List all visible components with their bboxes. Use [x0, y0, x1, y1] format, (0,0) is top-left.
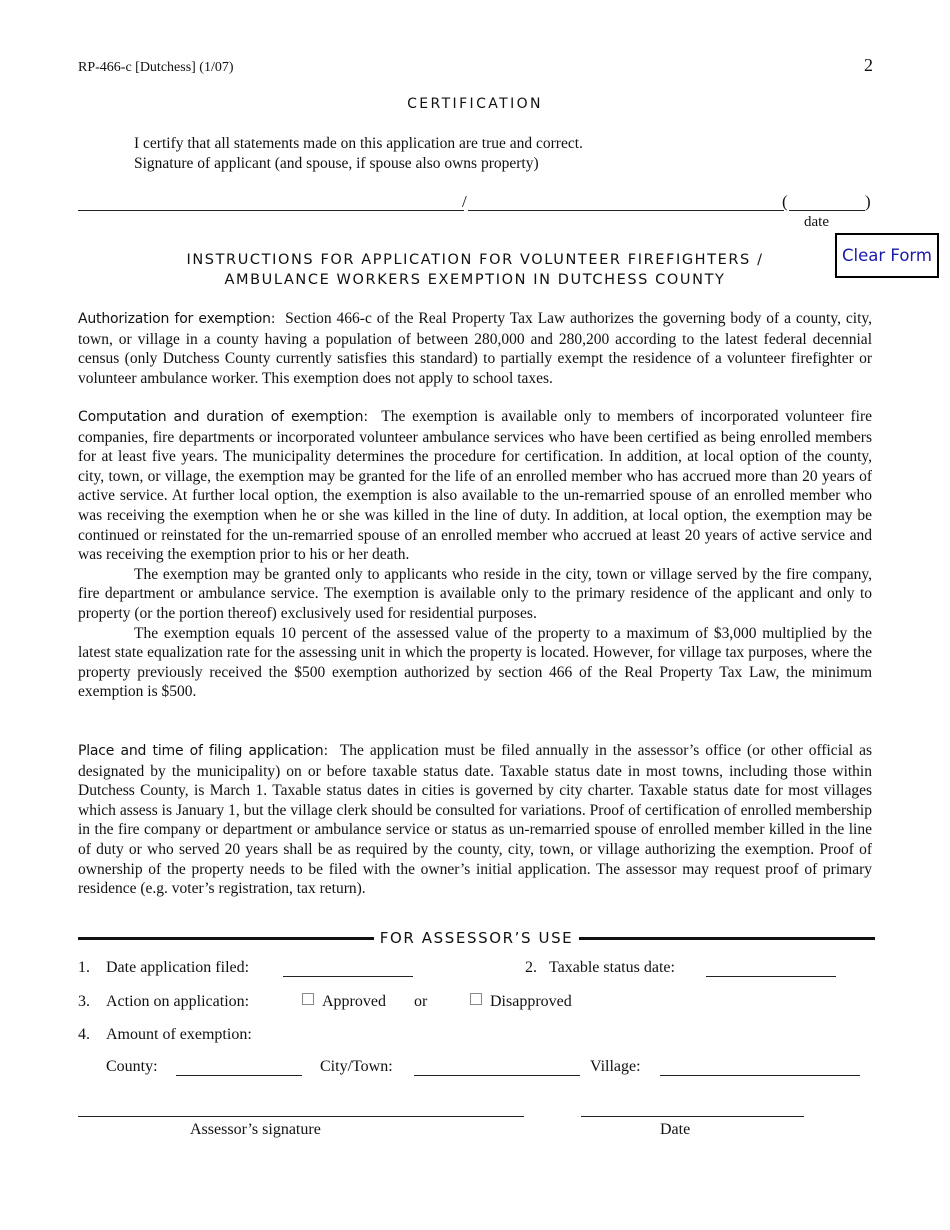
- amount-label: Amount of exemption:: [106, 1026, 252, 1043]
- date-filed-label: Date application filed:: [106, 959, 250, 976]
- date-close-paren: ): [865, 192, 871, 211]
- approved-option[interactable]: [302, 992, 386, 1012]
- village-label: Village:: [590, 1058, 641, 1075]
- instructions-title-line-2: AMBULANCE WORKERS EXEMPTION IN DUTCHESS COUNTY: [224, 272, 726, 288]
- disapproved-label: Disapproved: [490, 993, 572, 1010]
- certification-text: [134, 134, 583, 173]
- date-label: date: [804, 214, 829, 230]
- computation-heading: Computation and duration of exemption:: [78, 409, 368, 425]
- or-label: or: [414, 993, 428, 1010]
- divider-rule-left: [78, 937, 374, 940]
- authorization-text: Section 466-c of the Real Property Tax Law authorizes the governing body of a county, city, town, or village in a county having a population of between 280,000 and 280,200 according to the latest federal decennial census (only Dutchess County currently satisfies this standard) to partially exempt the residence of a volunteer firefighter or volunteer ambulance worker. This exemption does not apply to school taxes.: [78, 310, 872, 387]
- item-2-number: 2.: [525, 959, 537, 976]
- certification-title: CERTIFICATION: [407, 96, 543, 112]
- computation-section: [78, 407, 872, 702]
- page-number: 2: [864, 55, 873, 75]
- city-town-label: City/Town:: [320, 1058, 393, 1075]
- date-open-paren: (: [782, 192, 788, 211]
- assessor-signature-field[interactable]: [78, 1116, 524, 1117]
- clear-form-button[interactable]: Clear Form: [835, 233, 939, 278]
- filing-text: The application must be filed annually in the assessor’s office (or other official as designated by the municipality) on or before taxable status date. Taxable status date in most towns, including those within Dutchess County, is March 1. Taxable status dates in cities is governed by city charter. Taxable status date for most villages which assess is January 1, but the village clerk should be consulted for variations. Proof of certification of enrolled membership in the fire company or department or ambulance service or status as un-remarried spouse of enrolled member killed in the line of duty or who served 20 years shall be as required by the county, city, town, or village authorizing the exemption. Proof of ownership of the property needs to be filed with the owner’s initial application. The assessor may request proof of primary residence (e.g. voter’s registration, tax return).: [78, 742, 873, 898]
- item-1-number: 1.: [78, 959, 90, 976]
- filing-heading: Place and time of filing application:: [78, 743, 328, 759]
- assessor-use-divider: [78, 928, 875, 948]
- approved-checkbox[interactable]: [302, 993, 314, 1005]
- village-amount-field[interactable]: [660, 1075, 860, 1076]
- item-3-number: 3.: [78, 993, 90, 1010]
- disapproved-checkbox[interactable]: [470, 993, 482, 1005]
- authorization-section: [78, 309, 872, 388]
- instructions-title: [120, 250, 830, 290]
- instructions-title-line-1: INSTRUCTIONS FOR APPLICATION FOR VOLUNTEER FIREFIGHTERS /: [186, 252, 764, 268]
- assessor-date-label: Date: [660, 1121, 691, 1138]
- authorization-heading: Authorization for exemption:: [78, 311, 276, 327]
- taxable-status-date-field[interactable]: [706, 976, 836, 977]
- approved-label: Approved: [322, 993, 386, 1010]
- signature-separator: /: [462, 192, 467, 211]
- computation-text: The exemption is available only to members of incorporated volunteer fire companies, fire departments or incorporated volunteer ambulance services who have been certified as being enrolled members for at least five years. The municipality determines the procedure for certification. In addition, at local option of the county, city, town, or village, the exemption may be granted for the life of an enrolled member who has accrued more than 20 years of active service. At further local option, the exemption is also available to the un-remarried spouse of an enrolled member who was receiving the exemption when he or she was killed in the line of duty. In addition, at local option, the exemption may be continued or reinstated for the un-remarried spouse of an enrolled member who accrued at least 20 years of active service and was receiving the exemption prior to his or her death.: [78, 408, 873, 564]
- county-label: County:: [106, 1058, 158, 1075]
- applicant-signature-field[interactable]: [78, 210, 464, 211]
- date-filed-field[interactable]: [283, 976, 413, 977]
- form-id: RP-466-c [Dutchess] (1/07): [78, 60, 234, 75]
- certification-date-field[interactable]: [789, 210, 865, 211]
- item-4-number: 4.: [78, 1026, 90, 1043]
- assessor-use-title: FOR ASSESSOR’S USE: [379, 929, 574, 947]
- certification-statement: I certify that all statements made on this application are true and correct.: [134, 135, 583, 152]
- amount-paragraph: The exemption equals 10 percent of the assessed value of the property to a maximum of $3,000 multiplied by the latest state equalization rate for the assessing unit in which the property is located. However, for village tax purposes, where the property previously received the $500 exemption authorized by section 466 of the Real Property Tax Law, the minimum exemption is $500.: [78, 624, 872, 701]
- signature-instruction: Signature of applicant (and spouse, if spouse also owns property): [134, 154, 539, 172]
- assessor-date-field[interactable]: [581, 1116, 804, 1117]
- taxable-status-date-label: Taxable status date:: [549, 959, 675, 976]
- divider-rule-right: [579, 937, 875, 940]
- assessor-signature-label: Assessor’s signature: [190, 1121, 321, 1138]
- action-label: Action on application:: [106, 993, 250, 1010]
- filing-section: [78, 741, 872, 899]
- county-amount-field[interactable]: [176, 1075, 302, 1076]
- city-town-amount-field[interactable]: [414, 1075, 580, 1076]
- spouse-signature-field[interactable]: [468, 210, 784, 211]
- disapproved-option[interactable]: [470, 992, 572, 1012]
- residency-paragraph: The exemption may be granted only to applicants who reside in the city, town or village served by the fire company, fire department or ambulance service. The exemption is available only to the primary residence of the applicant and only to property (or the portion thereof) exclusively used for residential purposes.: [78, 565, 872, 622]
